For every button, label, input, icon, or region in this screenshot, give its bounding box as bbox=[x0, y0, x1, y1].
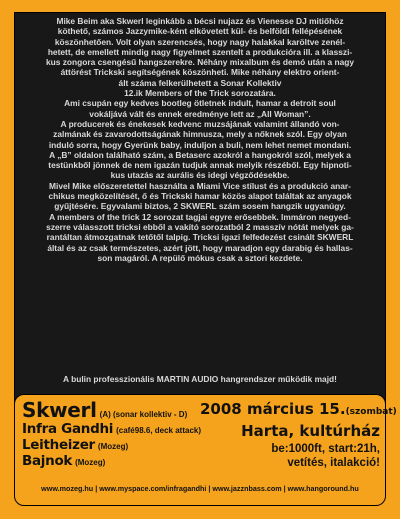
dj-affiliation: (café98.6, deck attack) bbox=[116, 426, 202, 435]
event-venue: Harta, kultúrház bbox=[241, 422, 380, 440]
dj-name: Leitheizer bbox=[22, 437, 95, 453]
event-date: 2008 március 15. bbox=[200, 400, 346, 418]
lineup-item bbox=[22, 453, 212, 469]
headliner-name: Skwerl bbox=[22, 398, 97, 422]
headliner-affiliation: (A) (sonar kollektiv - D) bbox=[99, 410, 188, 419]
event-details bbox=[200, 400, 397, 470]
lineup-list bbox=[22, 400, 212, 469]
dj-affiliation: (Mozeg) bbox=[75, 458, 106, 467]
lineup-item bbox=[22, 437, 212, 453]
lineup-item bbox=[22, 400, 212, 421]
event-date-line bbox=[200, 400, 397, 418]
dj-affiliation: (Mozeg) bbox=[97, 442, 129, 451]
dj-name: Infra Gandhi bbox=[22, 421, 114, 437]
event-weekday: (szombat) bbox=[345, 407, 397, 417]
lineup-item bbox=[22, 421, 212, 437]
footer-website-links: www.mozeg.hu | www.myspace.com/infragandhi | www.jazznbass.com | www.hangoround.hu bbox=[41, 484, 359, 493]
event-entry-info: be:1000ft, start:21h, vetítés, italakció! bbox=[271, 443, 380, 469]
sound-system-note: A bulin professzionális MARTIN AUDIO hangrendszer működik majd! bbox=[63, 374, 337, 384]
artist-description: Mike Beim aka Skwerl leginkább a bécsi nujazz és Vienesse DJ mitiőhöz köthető, számos Jazzymike-ként elkövetett kül- és belföldi fellépésének köszönhetően. Volt olyan szerencsés, hogy nagy halakkal karöltve zenél- hetett, de emellett mindig nagy figyelmet szentelt a produkcióra ill. a klasszi- kus zongora csengésű hangszerekre. Néhány mixalbum és demó után a nagy áttörést Trickski segítségének köszönheti. Mike néhány elektro orient- ált száma felkerülhetett a Sonar Kollektiv 12.ik Members of the Trick sorozatára. Ami csupán egy kedves bootleg ötletnek indult, hamar a detroit soul vokáljává vált és ennek eredménye lett az „All Woman”. A producerek és énekesek kedvenc muzsájának valamint állandó von- zalmának és zavarodottságának himnusza, mely a nőknek szól. Egy olyan induló sorra, hogy Gyerünk baby, induljon a buli, nem lehet nemet mondani. A „B” oldalon található szám, a Betaserc azokról a hangokról szól, melyek a testünkből jönnek de nem igazán tudjuk annak melyik részéből. Egy hipnoti- kus utazás az aurális és idegi végződésekbe. Mivel Mike előszeretettel használta a Miami Vice stílust és a produkció anar- chikus megközelítését, ő és Trickski hamar közös alapot találtak az anyagok gyűjtésére. Egyvalami biztos, 2 SKWERL szám sosem hangzik ugyanúgy. A members of the trick 12 sorozat tagjai egyre erősebbek. Immáron negyed- szerre válasszott tricksi ebből a vakító sorozatból 2 masszív nótát melyek ga- rantáltan átmozgatnak tetőtől talpig. Tricksi igazi felfedezést csinált SKWERL által és az csak természetes, azért jött, hogy maradjon egy darabig és hallas- son magáról. A repülő mókus csak a sztori kezdete. bbox=[45, 16, 355, 263]
dj-name: Bajnok bbox=[22, 453, 73, 469]
